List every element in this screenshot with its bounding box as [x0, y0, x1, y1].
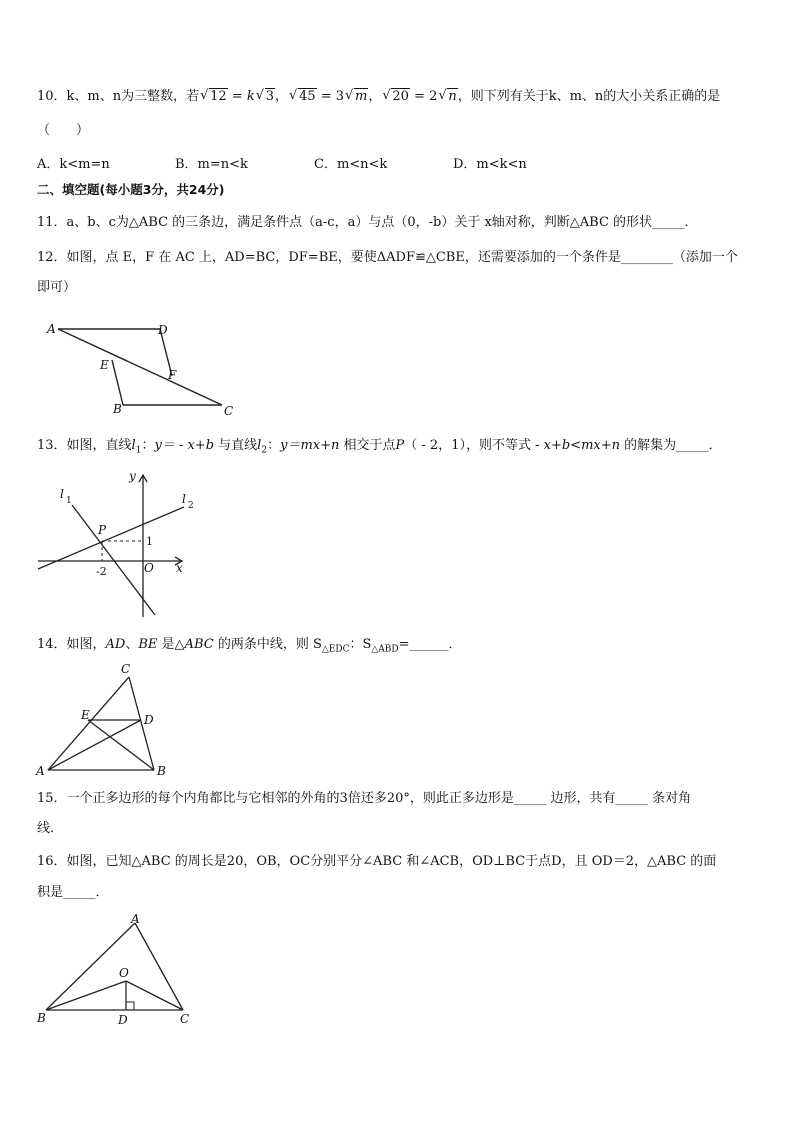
label-C: C — [121, 662, 131, 676]
label-C: C — [224, 404, 234, 418]
tick-label-neg2: -2 — [96, 565, 107, 578]
label-B: B — [113, 402, 122, 416]
label-A: A — [36, 764, 45, 778]
question-12-line1: 12．如图，点 E，F 在 AC 上，AD=BC，DF=BE，要使ΔADF≌△CBE，还需要添加的一个条件是________（添加一个 — [37, 250, 738, 265]
radical-sqrt3: √ 3 — [255, 88, 275, 104]
radical-sqrt-m: √ m — [345, 88, 368, 104]
axis-label-x: x — [176, 561, 183, 575]
label-E: E — [81, 708, 90, 722]
question-16-line2: 积是_____． — [37, 885, 109, 900]
origin-label: O — [144, 561, 154, 575]
label-E: E — [100, 358, 109, 372]
label-O: O — [119, 966, 129, 980]
question-14: 14．如图，AD、BE 是△ABC 的两条中线，则 $S_{\triangle EDC}$：$S_{\triangle ABD}=\_\_\_\_\_\_$． — [37, 637, 462, 655]
radical-sqrt45: √ 45 — [289, 88, 316, 104]
figure-q12-parallelogram — [40, 318, 250, 420]
q10-option-c[interactable]: C．m<n<k — [314, 157, 388, 172]
question-11: 11．a、b、c为△ABC 的三条边，满足条件点（a-c，a）与点（0，-b）关于 x轴对称，判断△ABC 的形状_____． — [37, 215, 698, 230]
question-10-paren: （ ） — [37, 123, 90, 138]
q10-option-d[interactable]: D．m<k<n — [453, 157, 527, 172]
radical-sqrt-n: √ n — [438, 88, 457, 104]
label-D: D — [144, 713, 154, 727]
q10-suffix: ，则下列有关于k、m、n的大小关系正确的是 — [457, 89, 721, 104]
tick-label-1: 1 — [146, 535, 153, 548]
figure-q14-triangle-medians — [34, 660, 174, 778]
radical-sqrt20: √ 20 — [382, 88, 409, 104]
question-10-stem: 10．k、m、n为三整数，若 √ 12 = k √ 3， √ 45 = 3 √ m， √ 20 = 2 √ n，则下列有关于k、m、n的大小关系正确的是 — [37, 88, 721, 104]
svg-text:1: 1 — [66, 496, 72, 506]
q10-prefix: 10．k、m、n为三整数，若 — [37, 89, 200, 104]
section-heading-fill-in: 二、填空题(每小题3分，共24分) — [37, 182, 225, 197]
question-15-line2: 线． — [37, 821, 64, 836]
point-label-P: P — [98, 523, 107, 537]
figure-q16-triangle-incenter — [34, 910, 199, 1030]
label-D: D — [118, 1013, 128, 1027]
radical-sqrt12: √ 12 — [200, 88, 227, 104]
question-15-line1: 15．一个正多边形的每个内角都比与它相邻的外角的3倍还多20°，则此正多边形是_____ 边形，共有_____ 条对角 — [37, 791, 692, 806]
line-label-l1: l — [60, 487, 64, 501]
label-C: C — [180, 1012, 190, 1026]
label-F: F — [168, 368, 177, 382]
figure-q13-coordinate-lines — [34, 465, 204, 625]
label-B: B — [37, 1011, 46, 1025]
question-16-line1: 16．如图，已知△ABC 的周长是20，OB，OC分别平分∠ABC 和∠ACB，OD⊥BC于点D，且 OD＝2，△ABC 的面 — [37, 854, 717, 869]
svg-text:2: 2 — [188, 501, 194, 511]
axis-label-y: y — [129, 469, 136, 483]
label-A: A — [47, 322, 56, 336]
label-D: D — [158, 323, 168, 337]
q10-option-b[interactable]: B．m=n<k — [175, 157, 248, 172]
question-12-line2: 即可） — [37, 280, 77, 295]
question-13: 13．如图，直线$l_1$：y＝ - x+b 与直线$l_2$：y＝mx+n 相交于点P（ - 2，1），则不等式 - x+b<mx+n 的解集为_____． — [37, 438, 722, 456]
label-B: B — [157, 764, 166, 778]
q10-option-a[interactable]: A．k<m=n — [37, 157, 110, 172]
label-A: A — [131, 912, 140, 926]
line-label-l2: l — [182, 492, 186, 506]
